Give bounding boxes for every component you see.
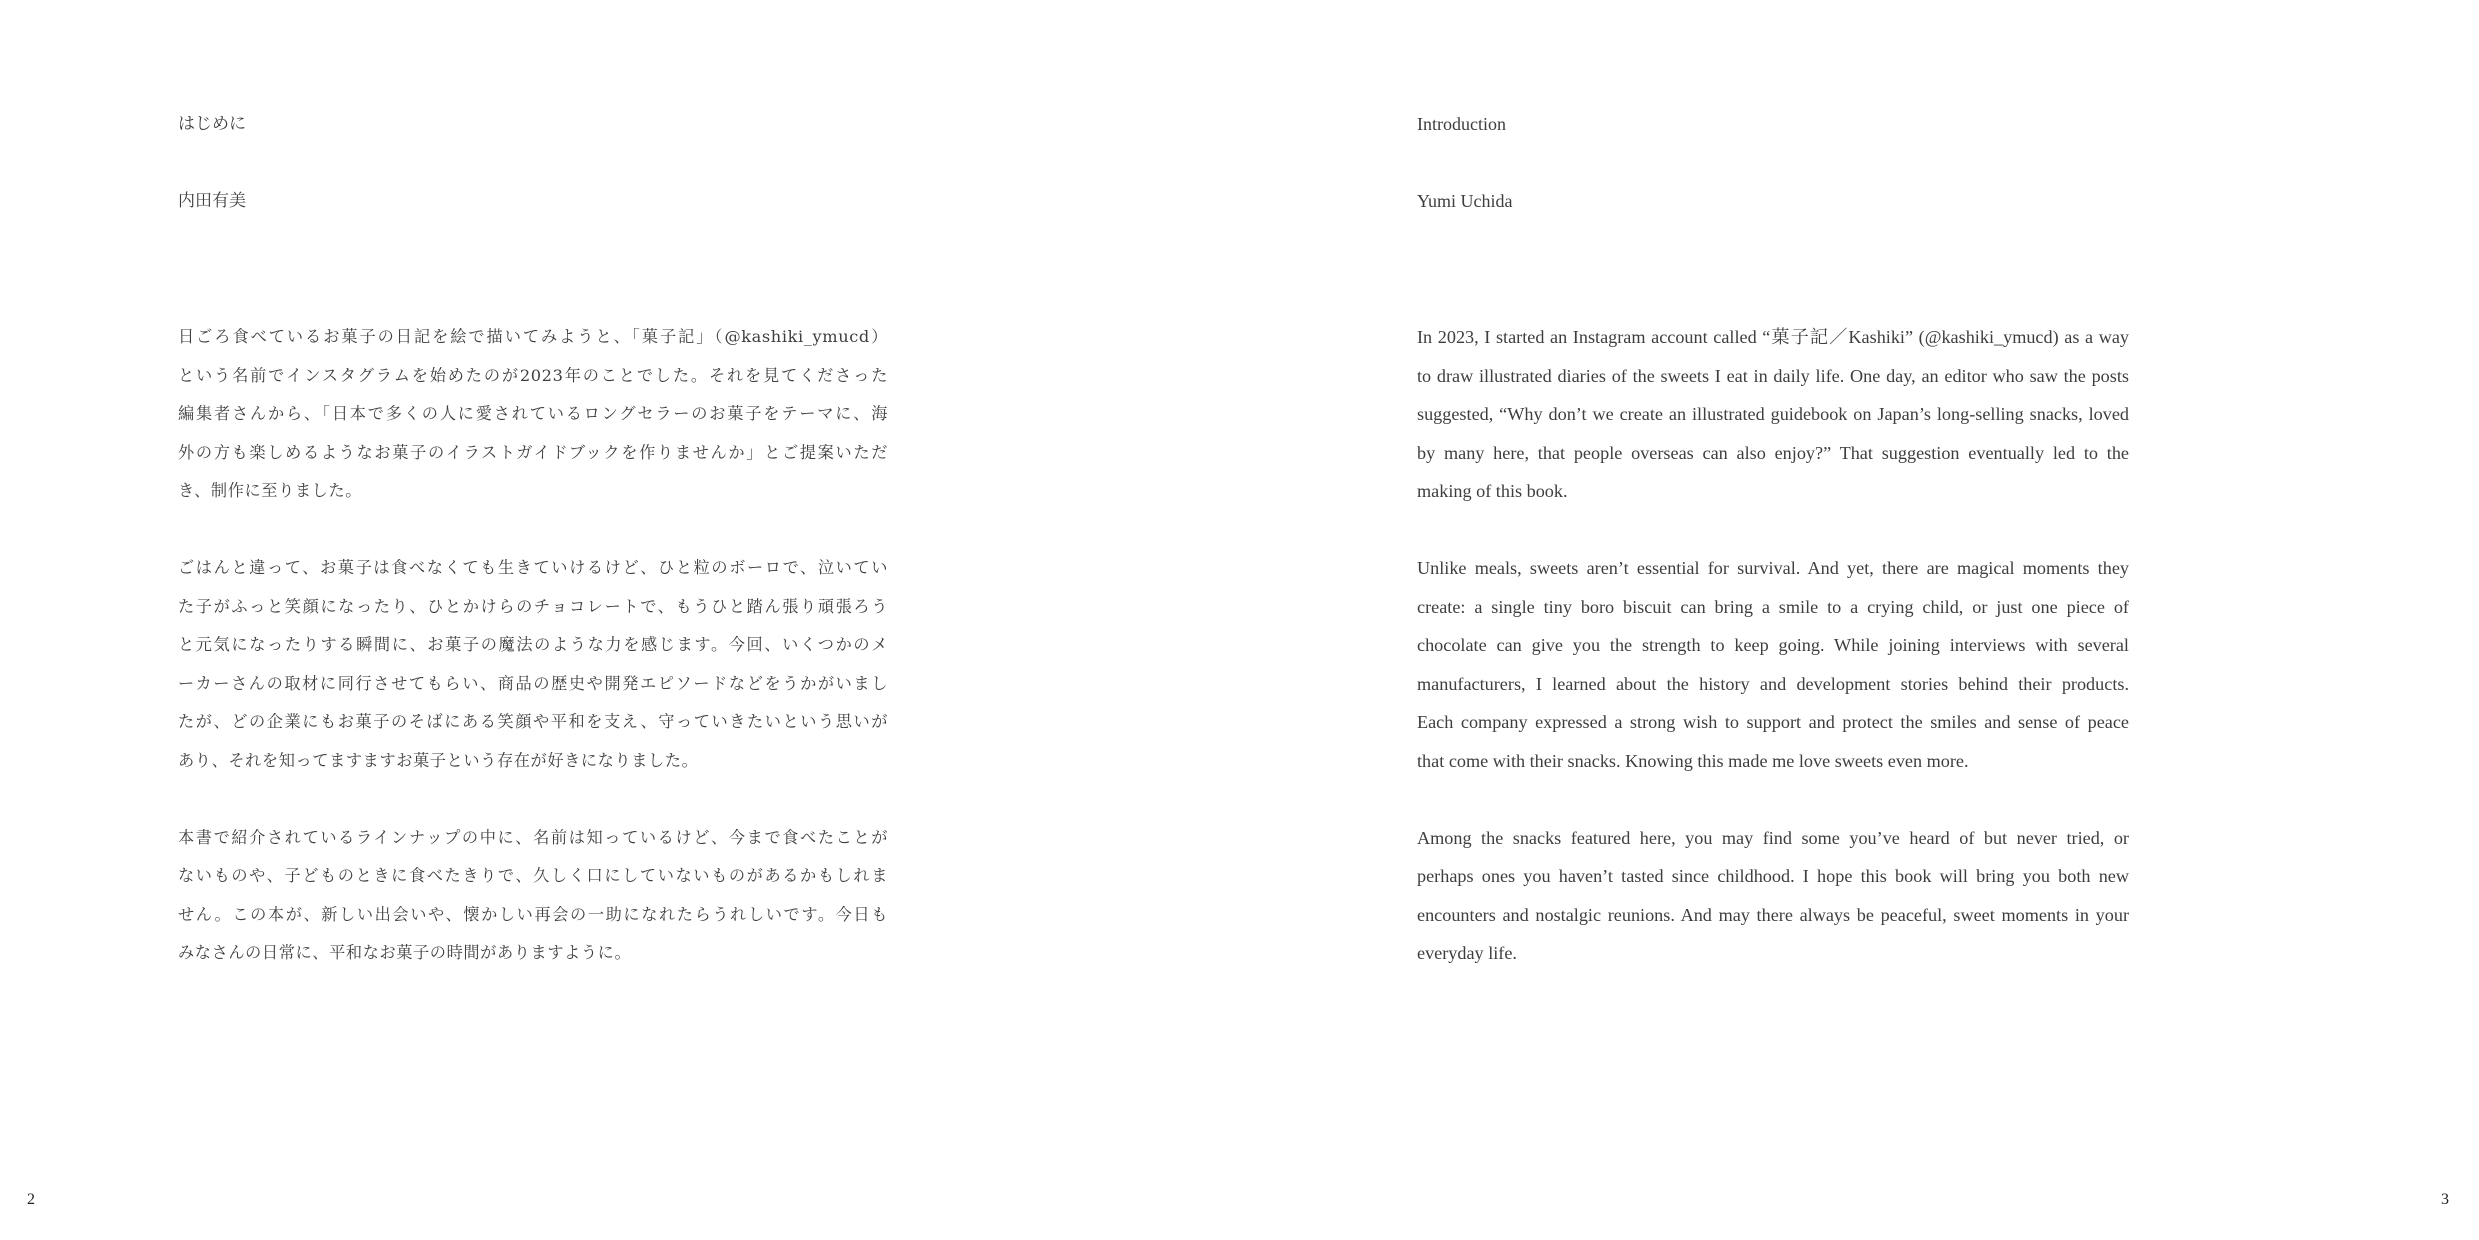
paragraph-2-japanese xyxy=(178,549,888,780)
text-line: ないものや、子どものときに食べたきりで、久しく口にしていないものがあるかもしれま xyxy=(178,866,888,885)
author-name-english: Yumi Uchida xyxy=(1417,191,1513,211)
text-line: ごはんと違って、お菓子は食べなくても生きていけるけど、ひと粒のボーロで、泣いてい xyxy=(178,558,888,577)
text-line: 本書で紹介されているラインナップの中に、名前は知っているけど、今まで食べたことが xyxy=(178,827,888,847)
text-line: き、制作に至りました。 xyxy=(178,481,363,500)
paragraph-3-english xyxy=(1417,819,2129,973)
text-line: Unlike meals, sweets aren’t essential for survival. And yet, there are magical moments they xyxy=(1417,558,2129,578)
page-heading-japanese: はじめに xyxy=(178,114,246,134)
left-page xyxy=(0,0,1239,1240)
text-line: that come with their snacks. Knowing this made me love sweets even more. xyxy=(1417,750,1969,771)
right-page xyxy=(1240,0,2479,1240)
text-line: suggested, “Why don’t we create an illustrated guidebook on Japan’s long-selling snacks, loved xyxy=(1417,404,2129,424)
text-line: Among the snacks featured here, you may find some you’ve heard of but never tried, or xyxy=(1417,827,2129,848)
paragraph-3-japanese xyxy=(178,819,888,973)
paragraph-2-english xyxy=(1417,549,2129,780)
paragraph-1-english xyxy=(1417,318,2129,511)
text-line: chocolate can give you the strength to keep going. While joining interviews with several xyxy=(1417,635,2129,655)
text-line: making of this book. xyxy=(1417,481,1568,501)
text-line: Each company expressed a strong wish to support and protect the smiles and sense of peace xyxy=(1417,712,2129,732)
text-line: せん。この本が、新しい出会いや、懐かしい再会の一助になれたらうれしいです。今日も xyxy=(178,904,888,924)
text-line: to draw illustrated diaries of the sweets I eat in daily life. One day, an editor who saw the posts xyxy=(1417,365,2129,386)
text-line: create: a single tiny boro biscuit can bring a smile to a crying child, or just one piece of xyxy=(1417,596,2129,617)
text-line: everyday life. xyxy=(1417,943,1517,963)
text-line: という名前でインスタグラムを始めたのが2023年のことでした。それを見てくださった xyxy=(178,365,888,385)
text-line: 日ごろ食べているお菓子の日記を絵で描いてみようと、「菓子記」（@kashiki_ymucd） xyxy=(178,327,888,346)
text-line: encounters and nostalgic reunions. And may there always be peaceful, sweet moments in your xyxy=(1417,904,2129,925)
text-line: by many here, that people overseas can also enjoy?” That suggestion eventually led to the xyxy=(1417,442,2129,463)
left-text-column xyxy=(178,110,888,1011)
text-line: あり、それを知ってますますお菓子という存在が好きになりました。 xyxy=(178,750,699,770)
paragraph-1-japanese xyxy=(178,318,888,511)
text-line: たが、どの企業にもお菓子のそばにある笑顔や平和を支え、守っていきたいという思いが xyxy=(178,712,888,731)
text-line: ーカーさんの取材に同行させてもらい、商品の歴史や開発エピソードなどをうかがいまし xyxy=(178,673,888,693)
text-line: た子がふっと笑顔になったり、ひとかけらのチョコレートで、もうひと踏ん張り頑張ろう xyxy=(178,596,888,616)
page-number-left: 2 xyxy=(27,1191,35,1208)
text-line: perhaps ones you haven’t tasted since childhood. I hope this book will bring you both new xyxy=(1417,866,2129,886)
text-line: manufacturers, I learned about the history and development stories behind their products. xyxy=(1417,673,2129,694)
text-line: と元気になったりする瞬間に、お菓子の魔法のような力を感じます。今回、いくつかのメ xyxy=(178,635,888,654)
author-name-japanese: 内田有美 xyxy=(178,191,246,211)
text-line: In 2023, I started an Instagram account called “菓子記／Kashiki” (@kashiki_ymucd) as a way xyxy=(1417,327,2129,347)
text-line: 編集者さんから、「日本で多くの人に愛されているロングセラーのお菓子をテーマに、海 xyxy=(178,404,888,423)
page-number-right: 3 xyxy=(2441,1191,2449,1208)
page-heading-english: Introduction xyxy=(1417,114,1506,134)
text-line: 外の方も楽しめるようなお菓子のイラストガイドブックを作りませんか」とご提案いただ xyxy=(178,442,888,462)
right-text-column xyxy=(1417,110,2129,1011)
text-line: みなさんの日常に、平和なお菓子の時間がありますように。 xyxy=(178,943,632,962)
